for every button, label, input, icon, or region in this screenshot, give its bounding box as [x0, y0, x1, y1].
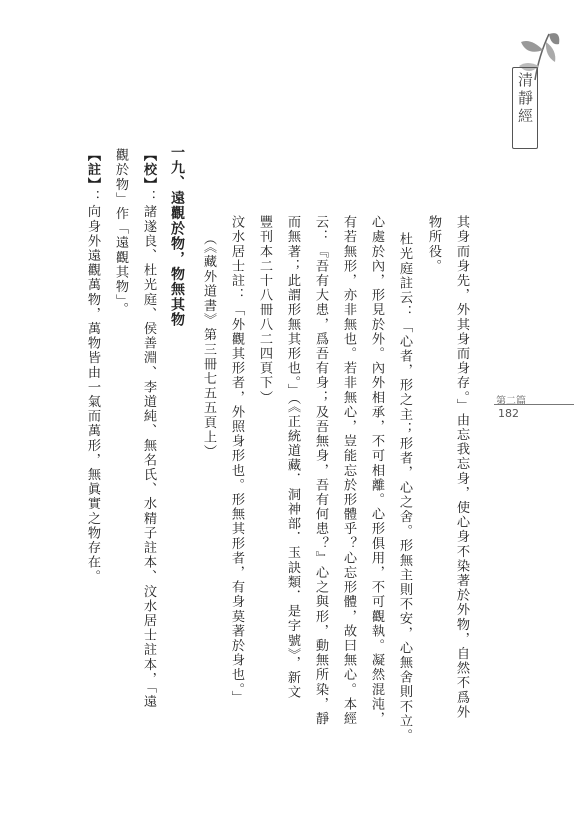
collation-line: ：諸遂良、杜光庭、侯善淵、李道純、無名氏、水精子註本、汶水居士註本，「遠 [141, 190, 156, 709]
body-column: 而無著；此謂形無其形也。」（《正統道藏．洞神部．玉訣類．是字號》，新文 [285, 215, 300, 700]
book-title: 清靜經 [516, 72, 534, 126]
note-mark: 【註】 [85, 148, 100, 192]
header-rule [494, 404, 574, 405]
body-column: （《藏外道書》第三冊七五五頁上） [201, 232, 216, 459]
collation-mark: 【校】 [141, 148, 156, 192]
body-column: 物所役。 [426, 215, 441, 274]
section-heading: 一九、遠觀於物，物無其物 [169, 145, 185, 328]
body-column: 其身而身先，外其身而身存。」由忘我忘身，使心身不染著於外物，自然不爲外 [454, 215, 469, 720]
body-column: 心處於內，形見於外。內外相承，不可相離。心形俱用，不可觀執。凝然混沌， [369, 215, 384, 726]
page-number: 182 [498, 407, 519, 420]
note-line: ：向身外遠觀萬物，萬物皆由一氣而萬形，無眞實之物存在。 [85, 190, 100, 585]
body-column: 有若無形，亦非無也。若非無心，豈能忘於形體乎？心忘形體，故曰無心。本經 [341, 215, 356, 726]
chapter-label: 第二篇 [496, 396, 526, 407]
body-column: 杜光庭註云：「心者，形之主；形者，心之舍。形無主則不安，心無舍則不立。 [397, 232, 412, 743]
body-column: 汶水居士註：「外觀其形者，外照身形也。形無其形者，有身莫著於身也。」 [229, 215, 244, 705]
body-column: 云：『吾有大患，爲吾有身；及吾無身，吾有何患？』心之與形，動無所染，靜 [313, 215, 328, 726]
body-column: 豐刊本二十八冊八二四頁下） [257, 215, 272, 405]
collation-line: 觀於物」作「遠觀其物」。 [113, 148, 128, 317]
